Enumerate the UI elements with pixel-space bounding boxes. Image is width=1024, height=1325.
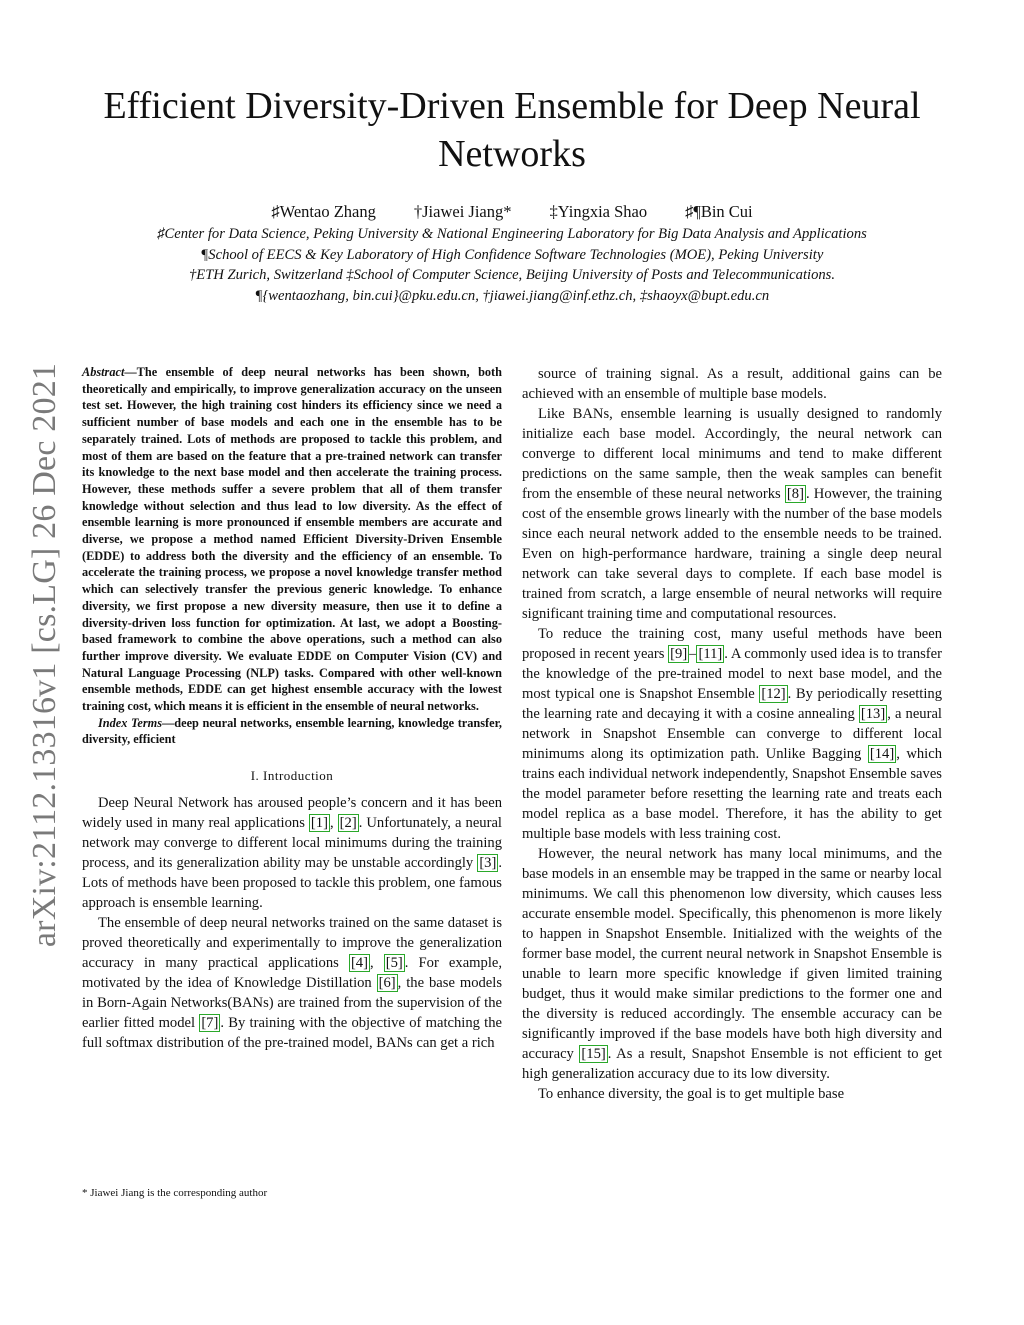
paragraph-text: Like BANs, ensemble learning is usually designed to randomly initialize each base model. Accordingly, the neural network can converge to different local minimums and tend to make different predictions on the same sample, then the weak samples can benefit from the ensemble of these neural networks [522, 406, 942, 502]
paragraph-text: , [369, 955, 384, 972]
paragraph-text: To reduce the training cost, many useful methods have been proposed in recent years [522, 626, 942, 662]
citation-link[interactable]: [7] [201, 1015, 219, 1032]
body-paragraph [522, 364, 942, 404]
citation-link[interactable]: [9] [670, 646, 688, 662]
body-paragraph [522, 844, 942, 1084]
affiliation-line: ♯Center for Data Science, Peking University & National Engineering Laboratory for Big Data Analysis and Applications [157, 226, 867, 242]
paragraph-text: To enhance diversity, the goal is to get multiple base [538, 1086, 845, 1102]
author-name: ‡Yingxia Shao [549, 202, 648, 221]
body-paragraph [522, 404, 942, 624]
citation-link[interactable]: [1] [310, 815, 328, 832]
affiliation-line: †ETH Zurich, Switzerland ‡School of Computer Science, Beijing University of Posts and Telecommunications. [189, 267, 835, 283]
footnote: * Jiawei Jiang is the corresponding author [82, 1187, 268, 1199]
paragraph-text: However, the neural network has many local minimums, and the base models in an ensemble may be trapped in the same or nearby local minimums. We call this phenomenon low diversity, which causes less accurate ensemble model. Specifically, this phenomenon is more likely to happen in Snapshot Ensemble. Initialized with the weights of the former base model, the current neural network in Snapshot Ensemble is unable to learn more specific knowledge if given limited training budget, thus it would make similar predictions to the former one and the diversity is reduced accordingly. The ensemble accuracy can be significantly improved if the base models have both high diversity and accuracy [522, 846, 942, 1062]
paragraph-text: . Unfortunately, a neural network may converge to different local minimums during the training process, and its generalization ability may be unstable accordingly [82, 815, 502, 872]
index-terms-label: Index Terms [98, 715, 162, 730]
section-heading: I. Introduction [250, 768, 334, 784]
paragraph-text: . By periodically resetting the learning rate and decaying it with a cosine annealing [522, 686, 942, 722]
author-list [80, 202, 944, 222]
body-paragraph [522, 624, 942, 844]
body-paragraph [522, 1084, 942, 1104]
paragraph-text: . Lots of methods have been proposed to tackle this problem, one famous approach is ensemble learning. [82, 855, 502, 912]
citation-link[interactable]: [3] [479, 855, 497, 872]
right-column [522, 364, 942, 1104]
body-paragraph [82, 913, 502, 1053]
abstract-label: Abstract [82, 365, 125, 379]
arxiv-identifier-stamp [22, 360, 68, 950]
index-terms-text: —deep neural networks, ensemble learning, knowledge transfer, diversity, efficient [82, 715, 502, 747]
paragraph-text: source of training signal. As a result, additional gains can be achieved with an ensemble of multiple base models. [522, 366, 942, 402]
author-name: ♯Wentao Zhang [271, 202, 376, 221]
left-body-text [82, 793, 502, 1053]
paragraph-text: , the base models in Born-Again Networks(BANs) are trained from the supervision of the earlier fitted model [82, 975, 502, 1032]
citation-link[interactable]: [8] [786, 486, 804, 502]
arxiv-identifier-text: arXiv:2112.13316v1 [cs.LG] 26 Dec 2021 [26, 362, 64, 948]
citation-link[interactable]: [14] [869, 746, 895, 762]
citation-link[interactable]: [13] [860, 706, 886, 722]
citation-link[interactable]: [5] [385, 955, 403, 972]
paragraph-text: – [689, 646, 697, 662]
paper-title: Efficient Diversity-Driven Ensemble for Deep Neural Networks [103, 85, 921, 175]
citation-link[interactable]: [4] [350, 955, 368, 972]
citation-link[interactable]: [12] [761, 686, 786, 702]
paragraph-text: , a neural network in Snapshot Ensemble can converge to different local minimums along its optimization path. Unlike Bagging [522, 706, 942, 762]
paragraph-text: . For example, motivated by the idea of Knowledge Distillation [82, 955, 502, 992]
paragraph-text: . However, the training cost of the ensemble grows linearly with the number of the base models since each neural network added to the ensemble needs to be trained. Even on high-performance hardware, training a single deep neural network can take several days to complete. If each base model is trained from scratch, a large ensemble of neural networks will require significant training time and computational resources. [522, 486, 942, 622]
abstract [82, 364, 502, 715]
paragraph-text: , which trains each individual network independently, Snapshot Ensemble saves the model parameter before resetting the learning rate and treats each model replica as a base model. Therefore, it has the ability to get multiple base models with less training cost. [522, 746, 942, 842]
paragraph-text: . A commonly used idea is to transfer the knowledge of the pre-trained model to next base model, and the most typical one is Snapshot Ensemble [522, 646, 942, 702]
email-line: ¶{wentaozhang, bin.cui}@pku.edu.cn, †jiawei.jiang@inf.ethz.ch, ‡shaoyx@bupt.edu.cn [254, 288, 770, 304]
citation-link[interactable]: [2] [339, 815, 357, 832]
body-paragraph [82, 793, 502, 913]
citation-link[interactable]: [11] [698, 646, 723, 662]
left-column [82, 364, 502, 1053]
author-name: †Jiawei Jiang* [413, 202, 512, 221]
paragraph-text: . By training with the objective of matching the full softmax distribution of the pre-trained model, BANs can get a rich [82, 1015, 503, 1052]
paragraph-text: The ensemble of deep neural networks trained on the same dataset is proved theoretically and experimentally to improve the generalization accuracy in many practical applications [82, 915, 502, 972]
citation-link[interactable]: [6] [378, 975, 396, 992]
right-body-text [522, 364, 942, 1104]
paragraph-text: , [329, 815, 338, 832]
paragraph-text: . As a result, Snapshot Ensemble is not efficient to get high generalization accuracy due to its low diversity. [522, 1046, 942, 1082]
abstract-text: —The ensemble of deep neural networks has been shown, both theoretically and empirically, to improve generalization accuracy on the unseen test set. However, the high training cost hinders its efficiency since we need a sufficient number of base models and each one in the ensemble has to be separately trained. Lots of methods are proposed to tackle this problem, and most of them are based on the feature that a pre-trained network can transfer its knowledge to the next base model and then accelerate the training process. However, these methods suffer a severe problem that all of them transfer knowledge without selection and thus lead to low diversity. As the effect of ensemble learning is more pronounced if ensemble members are accurate and diverse, we propose a method named Efficient Diversity-Driven Ensemble (EDDE) to address both the diversity and the efficiency of an ensemble. To accelerate the training process, we propose a novel knowledge transfer method which can selectively transfer the previous generic knowledge. To enhance diversity, we first propose a new diversity measure, then use it to define a diversity-driven loss function for optimization. At last, we adopt a Boosting-based framework to combine the above operations, such a method can also further improve diversity. We evaluate EDDE on Computer Vision (CV) and Natural Language Processing (NLP) tasks. Compared with other well-known ensemble methods, EDDE can get highest ensemble accuracy with the lowest training cost, which means it is efficient in the ensemble of neural networks. [82, 365, 502, 714]
paragraph-text: Deep Neural Network has aroused people’s concern and it has been widely used in many real applications [82, 795, 502, 832]
author-name: ♯¶Bin Cui [685, 202, 753, 221]
affiliation-line: ¶School of EECS & Key Laboratory of High Confidence Software Technologies (MOE), Peking University [200, 247, 824, 263]
citation-link[interactable]: [15] [581, 1046, 606, 1062]
index-terms [82, 715, 502, 748]
